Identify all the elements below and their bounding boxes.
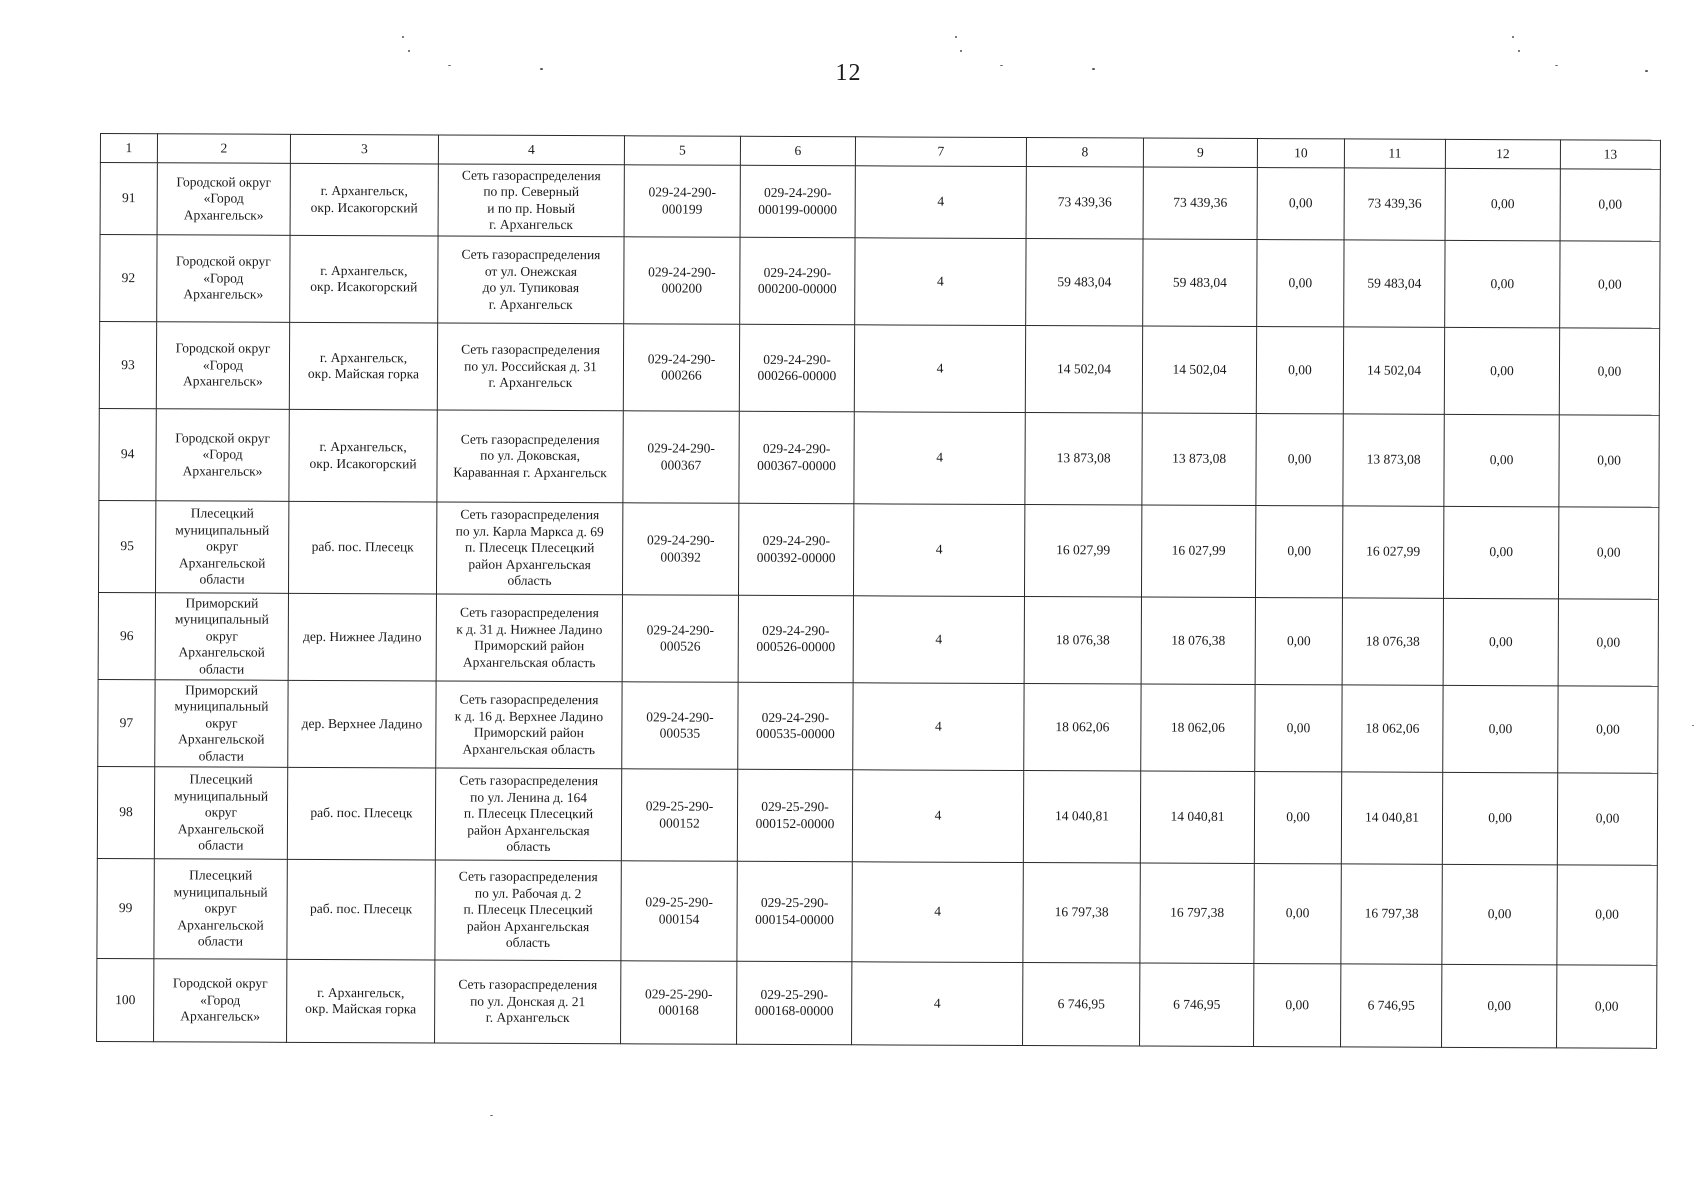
- column-header: 11: [1344, 139, 1445, 168]
- locality-cell: г. Архангельск, окр. Исакогорский: [290, 163, 438, 236]
- amount-cell: 0,00: [1444, 414, 1559, 507]
- amount-cell: 0,00: [1558, 507, 1658, 599]
- full-code-cell: 029-25-290- 000152-00000: [737, 769, 852, 862]
- table-row: [97, 766, 1657, 865]
- amount-cell: 16 797,38: [1140, 863, 1254, 963]
- municipality-cell: Городской округ «Город Архангельск»: [157, 235, 290, 323]
- table-row: [98, 592, 1658, 686]
- column-header: 10: [1257, 139, 1344, 168]
- amount-cell: 18 062,06: [1141, 684, 1255, 771]
- locality-cell: г. Архангельск, окр. Исакогорский: [290, 235, 438, 323]
- value-cell: 4: [852, 962, 1023, 1046]
- table-row: [97, 958, 1657, 1048]
- amount-cell: 59 483,04: [1143, 239, 1257, 326]
- amount-cell: 0,00: [1254, 772, 1341, 864]
- amount-cell: 0,00: [1557, 965, 1657, 1048]
- municipality-cell: Городской округ «Город Архангельск»: [156, 409, 289, 502]
- row-number-cell: 94: [99, 408, 156, 500]
- full-code-cell: 029-24-290- 000367-00000: [739, 411, 854, 504]
- value-cell: 4: [855, 166, 1026, 239]
- row-number-cell: 98: [97, 766, 154, 858]
- locality-cell: дер. Нижнее Ладино: [288, 593, 436, 681]
- amount-cell: 18 076,38: [1141, 597, 1255, 684]
- column-header: 2: [157, 134, 290, 164]
- amount-cell: 73 439,36: [1026, 167, 1143, 240]
- amount-cell: 0,00: [1442, 864, 1557, 965]
- full-code-cell: 029-24-290- 000392-00000: [738, 503, 853, 596]
- code-cell: 029-24-290- 000200: [624, 237, 740, 325]
- amount-cell: 0,00: [1254, 964, 1341, 1047]
- locality-cell: г. Архангельск, окр. Майская горка: [289, 322, 437, 410]
- locality-cell: дер. Верхнее Ладино: [288, 680, 436, 768]
- scan-speck: [1092, 68, 1095, 70]
- amount-cell: 18 062,06: [1024, 684, 1141, 772]
- municipality-cell: Городской округ «Город Архангельск»: [157, 163, 290, 236]
- row-number-cell: 93: [99, 322, 156, 409]
- table-row: [100, 163, 1660, 242]
- amount-cell: 0,00: [1445, 240, 1560, 328]
- row-number-cell: 97: [98, 679, 155, 766]
- row-number-cell: 92: [100, 235, 157, 322]
- scan-speck: [1518, 50, 1520, 52]
- column-header: 4: [438, 135, 624, 165]
- code-cell: 029-24-290- 000392: [622, 503, 738, 596]
- amount-cell: 0,00: [1254, 864, 1341, 964]
- amount-cell: 0,00: [1256, 414, 1343, 506]
- amount-cell: 0,00: [1443, 598, 1558, 686]
- data-table: [96, 133, 1661, 1049]
- scan-speck: [402, 36, 404, 38]
- column-header: 1: [100, 134, 157, 163]
- amount-cell: 0,00: [1560, 169, 1660, 241]
- value-cell: 4: [853, 596, 1024, 684]
- object-name-cell: Сеть газораспределения по пр. Северный и по пр. Новый г. Архангельск: [438, 164, 624, 237]
- amount-cell: 14 040,81: [1140, 771, 1254, 863]
- table-row: [99, 408, 1659, 507]
- column-header: 5: [624, 136, 740, 166]
- scan-speck: [490, 1115, 493, 1116]
- scan-speck: [955, 36, 957, 38]
- municipality-cell: Приморский муниципальный округ Архангельской области: [155, 593, 288, 681]
- value-cell: 4: [853, 504, 1024, 597]
- object-name-cell: Сеть газораспределения по ул. Ленина д. 164 п. Плесецк Плесецкий район Архангельская область: [435, 768, 621, 861]
- amount-cell: 13 873,08: [1142, 413, 1256, 505]
- amount-cell: 0,00: [1560, 241, 1660, 328]
- amount-cell: 14 040,81: [1341, 772, 1442, 864]
- code-cell: 029-24-290- 000199: [624, 165, 740, 238]
- value-cell: 4: [855, 238, 1026, 326]
- column-header: 6: [740, 136, 855, 166]
- object-name-cell: Сеть газораспределения по ул. Донская д. 21 г. Архангельск: [435, 960, 621, 1044]
- row-number-cell: 96: [98, 592, 155, 679]
- table-row: [97, 858, 1657, 965]
- code-cell: 029-25-290- 000154: [621, 861, 737, 962]
- amount-cell: 59 483,04: [1026, 239, 1143, 327]
- municipality-cell: Приморский муниципальный округ Архангельской области: [155, 680, 288, 768]
- amount-cell: 14 502,04: [1025, 326, 1142, 414]
- page-number: 12: [835, 60, 862, 86]
- value-cell: 4: [854, 412, 1025, 505]
- amount-cell: 14 502,04: [1142, 326, 1256, 413]
- value-cell: 4: [853, 683, 1024, 771]
- scan-speck: [540, 68, 543, 70]
- object-name-cell: Сеть газораспределения от ул. Онежская до ул. Тупиковая г. Архангельск: [438, 236, 624, 324]
- amount-cell: 0,00: [1257, 240, 1344, 327]
- amount-cell: 16 027,99: [1141, 505, 1255, 597]
- amount-cell: 0,00: [1557, 865, 1657, 965]
- municipality-cell: Плесецкий муниципальный округ Архангельской области: [154, 767, 287, 860]
- municipality-cell: Плесецкий муниципальный округ Архангельской области: [154, 859, 287, 960]
- amount-cell: 6 746,95: [1140, 963, 1254, 1046]
- column-header: 7: [855, 137, 1026, 167]
- amount-cell: 0,00: [1443, 506, 1558, 599]
- amount-cell: 0,00: [1255, 598, 1342, 685]
- object-name-cell: Сеть газораспределения по ул. Российская д. 31 г. Архангельск: [437, 323, 623, 411]
- value-cell: 4: [854, 325, 1025, 413]
- full-code-cell: 029-25-290- 000168-00000: [737, 961, 852, 1045]
- amount-cell: 14 502,04: [1343, 327, 1444, 414]
- scan-speck: [448, 65, 451, 66]
- column-header: 13: [1560, 140, 1660, 169]
- amount-cell: 73 439,36: [1344, 168, 1445, 240]
- amount-cell: 0,00: [1557, 773, 1657, 865]
- municipality-cell: Городской округ «Город Архангельск»: [154, 959, 287, 1043]
- scan-speck: [1692, 725, 1694, 726]
- code-cell: 029-24-290- 000367: [623, 411, 739, 504]
- object-name-cell: Сеть газораспределения по ул. Рабочая д. 2 п. Плесецк Плесецкий район Архангельская область: [435, 860, 621, 961]
- object-name-cell: Сеть газораспределения к д. 31 д. Нижнее Ладино Приморский район Архангельская область: [436, 594, 622, 682]
- amount-cell: 0,00: [1445, 168, 1560, 241]
- amount-cell: 6 746,95: [1341, 964, 1442, 1047]
- full-code-cell: 029-24-290- 000200-00000: [740, 237, 855, 325]
- amount-cell: 0,00: [1558, 599, 1658, 686]
- locality-cell: раб. пос. Плесецк: [287, 859, 435, 960]
- column-header: 3: [290, 134, 438, 164]
- scan-speck: [960, 50, 962, 52]
- amount-cell: 13 873,08: [1343, 414, 1444, 506]
- amount-cell: 0,00: [1559, 415, 1659, 507]
- amount-cell: 16 027,99: [1342, 506, 1443, 598]
- municipality-cell: Плесецкий муниципальный округ Архангельской области: [155, 501, 288, 594]
- locality-cell: г. Архангельск, окр. Исакогорский: [289, 409, 437, 502]
- amount-cell: 0,00: [1442, 964, 1557, 1048]
- amount-cell: 13 873,08: [1025, 413, 1142, 506]
- amount-cell: 14 040,81: [1023, 771, 1140, 864]
- amount-cell: 0,00: [1559, 328, 1659, 415]
- code-cell: 029-24-290- 000526: [622, 595, 738, 683]
- scan-speck: [408, 50, 410, 52]
- column-header: 9: [1143, 138, 1257, 167]
- scan-speck: [1645, 70, 1648, 72]
- code-cell: 029-25-290- 000168: [621, 961, 737, 1045]
- amount-cell: 16 797,38: [1341, 864, 1442, 964]
- amount-cell: 0,00: [1558, 686, 1658, 773]
- amount-cell: 59 483,04: [1344, 240, 1445, 327]
- column-header: 12: [1445, 139, 1560, 169]
- full-code-cell: 029-24-290- 000535-00000: [738, 682, 853, 770]
- row-number-cell: 95: [98, 500, 155, 592]
- value-cell: 4: [852, 770, 1023, 863]
- locality-cell: раб. пос. Плесецк: [288, 501, 436, 594]
- amount-cell: 0,00: [1442, 772, 1557, 865]
- amount-cell: 18 076,38: [1342, 598, 1443, 685]
- column-header: 8: [1026, 138, 1143, 168]
- scan-speck: [1000, 65, 1003, 66]
- full-code-cell: 029-24-290- 000526-00000: [738, 595, 853, 683]
- amount-cell: 0,00: [1444, 327, 1559, 415]
- row-number-cell: 91: [100, 163, 157, 235]
- scan-speck: [1555, 65, 1558, 66]
- code-cell: 029-24-290- 000535: [622, 682, 738, 770]
- row-number-cell: 100: [97, 958, 154, 1041]
- amount-cell: 6 746,95: [1023, 963, 1140, 1047]
- full-code-cell: 029-24-290- 000266-00000: [739, 324, 854, 412]
- amount-cell: 16 797,38: [1023, 863, 1140, 964]
- amount-cell: 18 062,06: [1342, 685, 1443, 772]
- amount-cell: 0,00: [1257, 168, 1344, 240]
- table-row: [98, 679, 1658, 773]
- locality-cell: раб. пос. Плесецк: [287, 767, 435, 860]
- amount-cell: 0,00: [1256, 327, 1343, 414]
- code-cell: 029-25-290- 000152: [621, 769, 737, 862]
- full-code-cell: 029-25-290- 000154-00000: [737, 861, 852, 962]
- amount-cell: 0,00: [1255, 506, 1342, 598]
- table-row: [98, 500, 1658, 599]
- municipality-cell: Городской округ «Город Архангельск»: [156, 322, 289, 410]
- amount-cell: 16 027,99: [1024, 505, 1141, 598]
- locality-cell: г. Архангельск, окр. Майская горка: [287, 959, 435, 1043]
- code-cell: 029-24-290- 000266: [623, 324, 739, 412]
- amount-cell: 73 439,36: [1143, 167, 1257, 239]
- object-name-cell: Сеть газораспределения по ул. Карла Маркса д. 69 п. Плесецк Плесецкий район Архангельская область: [436, 502, 622, 595]
- row-number-cell: 99: [97, 858, 154, 958]
- amount-cell: 18 076,38: [1024, 597, 1141, 685]
- amount-cell: 0,00: [1255, 685, 1342, 772]
- scan-speck: [1512, 36, 1514, 38]
- table-row: [99, 322, 1659, 416]
- object-name-cell: Сеть газораспределения по ул. Доковская, Караванная г. Архангельск: [437, 410, 623, 503]
- full-code-cell: 029-24-290- 000199-00000: [740, 165, 855, 238]
- object-name-cell: Сеть газораспределения к д. 16 д. Верхнее Ладино Приморский район Архангельская область: [436, 681, 622, 769]
- amount-cell: 0,00: [1443, 685, 1558, 773]
- value-cell: 4: [852, 862, 1023, 963]
- table-row: [100, 235, 1660, 329]
